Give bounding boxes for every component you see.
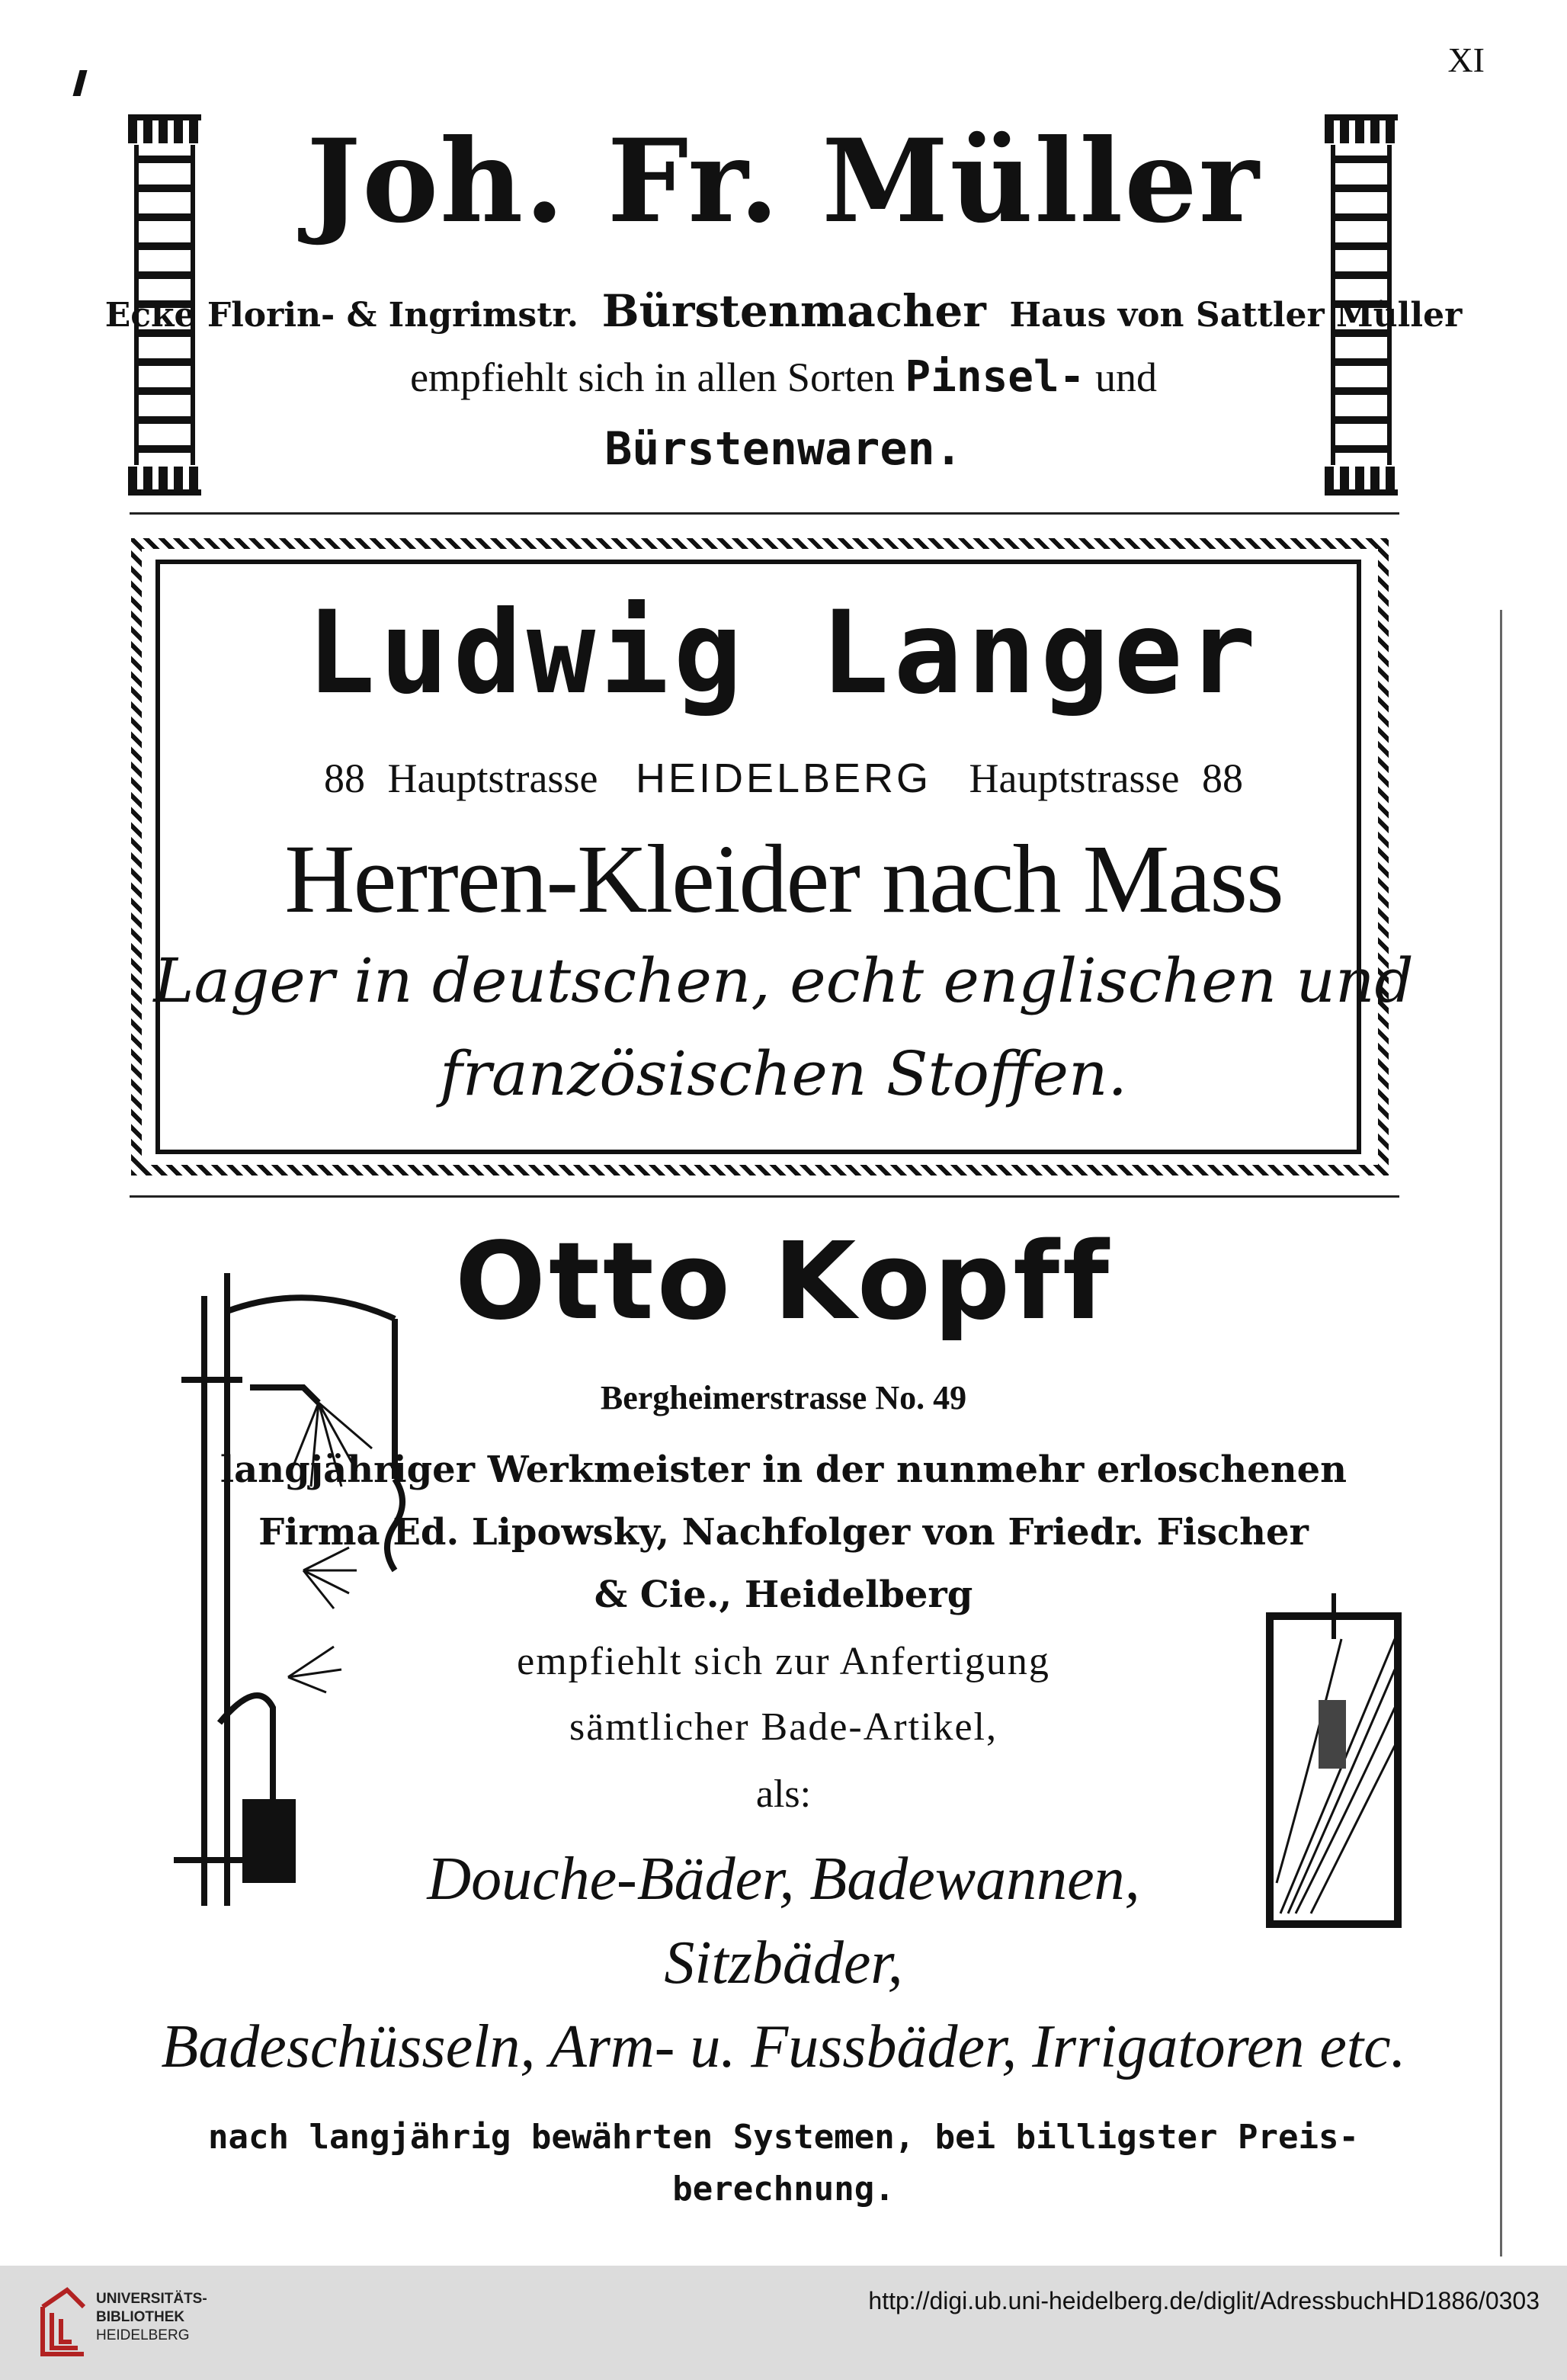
logo-line-2: BIBLIOTHEK: [96, 2309, 185, 2325]
ad2-address-line: [0, 755, 1567, 802]
ad3-note-1: nach langjährig bewährten Systemen, bei billigster Preis-: [208, 2118, 1359, 2157]
ad2-number-right: 88: [1201, 755, 1243, 801]
ad3-items-2: Sitzbäder,: [664, 1929, 903, 1997]
ad3-items-3: Badeschüsseln, Arm- u. Fussbäder, Irrigatoren etc.: [161, 2013, 1406, 2080]
section-divider: [130, 512, 1399, 515]
ad1-rec-bold: Pinsel-: [905, 352, 1085, 402]
ad3-street: Bergheimerstrasse No. 49: [600, 1379, 967, 1416]
ad3-fraktur-line-2: Firma Ed. Lipowsky, Nachfolger von Friedr. Fischer: [258, 1511, 1309, 1554]
source-url-link[interactable]: http://digi.ub.uni-heidelberg.de/diglit/AdressbuchHD1886/0303: [868, 2287, 1540, 2314]
ad1-rec-text: empfiehlt sich in allen Sorten: [410, 354, 895, 400]
ad3-note-2: berechnung.: [672, 2170, 895, 2208]
ad1-recommendation: [0, 352, 1567, 402]
ad3-fraktur-line-3: & Cie., Heidelberg: [594, 1573, 973, 1616]
ad2-number-left: 88: [324, 755, 365, 801]
ad1-products: Bürstenwaren.: [604, 422, 963, 476]
page-margin-line: [1500, 610, 1502, 2257]
ad2-city: HEIDELBERG: [635, 755, 932, 801]
ad1-address-right: Haus von Sattler Müller: [1009, 296, 1463, 335]
ad1-address-left: Ecke Florin- & Ingrimstr.: [104, 296, 578, 335]
ad2-subline-1: Lager in deutschen, echt englischen und: [153, 945, 1414, 1016]
logo-line-3: HEIDELBERG: [96, 2327, 190, 2343]
ad1-trade: Bürstenmacher: [601, 285, 986, 337]
ad1-rec-und: und: [1094, 354, 1157, 400]
section-divider: [130, 1195, 1399, 1198]
ad3-items-1: Douche-Bäder, Badewannen,: [427, 1846, 1140, 1913]
ad1-address-line: [0, 285, 1567, 337]
margin-tick-mark: [72, 70, 87, 96]
ad3-fraktur-line-1: langjähriger Werkmeister in der nunmehr erloschenen: [220, 1448, 1347, 1491]
ad3-als: als:: [755, 1772, 812, 1816]
library-logo-text: [96, 2290, 207, 2345]
ad3-business-name: Otto Kopff: [454, 1220, 1113, 1344]
library-footer-bar: [0, 2266, 1567, 2380]
ad3-recommendation-1: empfiehlt sich zur Anfertigung: [517, 1640, 1050, 1683]
ad2-headline: Herren-Kleider nach Mass: [284, 825, 1283, 933]
ad2-street-left: Hauptstrasse: [387, 755, 598, 801]
ad1-business-name: Joh. Fr. Müller: [306, 114, 1261, 249]
ad2-street-right: Hauptstrasse: [969, 755, 1180, 801]
logo-line-1: UNIVERSITÄTS-: [96, 2291, 207, 2307]
ad2-subline-2: französischen Stoffen.: [440, 1038, 1127, 1109]
library-logo-icon: [37, 2284, 90, 2360]
page-number: XI: [1447, 40, 1485, 79]
ad3-recommendation-2: sämtlicher Bade-Artikel,: [569, 1705, 998, 1749]
ad2-business-name: Ludwig Langer: [306, 587, 1261, 720]
